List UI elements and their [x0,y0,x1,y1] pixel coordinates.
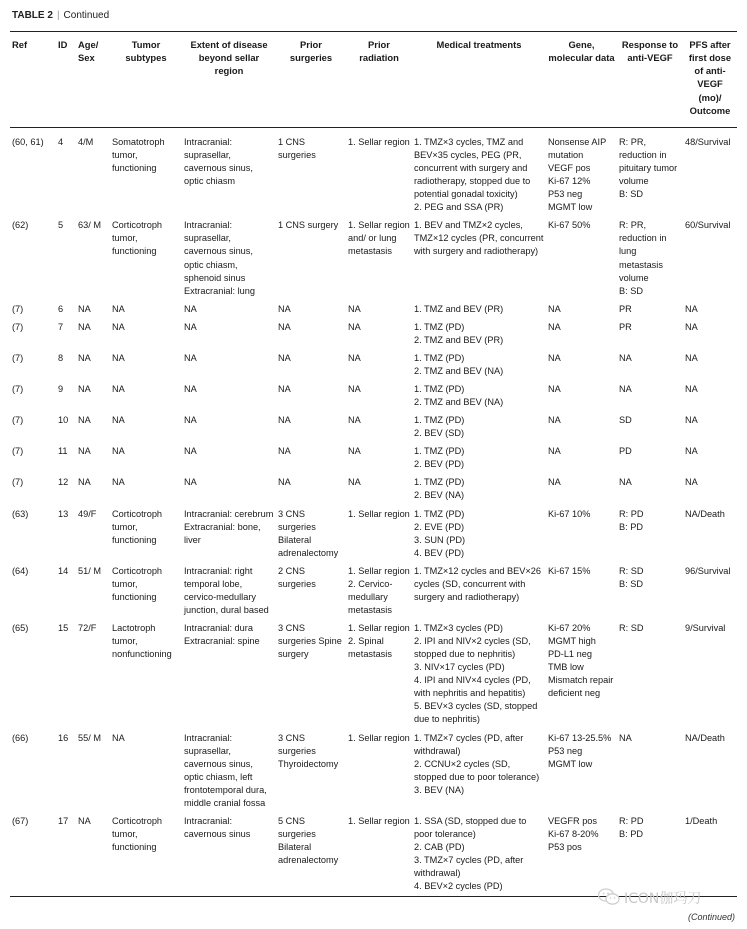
cell-tumor-subtype: NA [112,415,125,426]
cell-treatments [412,506,546,563]
cell-treatments [412,301,546,319]
cell-tumor-subtype: NA [112,352,125,363]
cell-tumor-subtype: NA [112,477,125,488]
cell-prior-surgeries: 1 CNS surgery [278,220,339,231]
cell-tumor-subtype: Somatotroph tumor, functioning [112,136,165,174]
cell-pfs-outcome: NA [685,415,698,426]
cell-tumor-subtype: NA [112,732,125,743]
cell-gene-data-line: NA [548,384,561,394]
cell-response [617,127,683,217]
cell-extent: Intracranial: cavernous sinus [184,815,251,839]
table-body [10,127,737,896]
cell-extent: NA [184,303,197,314]
cell-prior-radiation: 1. Sellar region 2. Cervico-medullary metastasis [348,565,410,615]
cell-prior-surgeries: NA [278,477,291,488]
cell-treatments-line: 1. TMZ×3 cycles, TMZ and BEV×35 cycles, PEG (PR, concurrent with surgery and radiotherapy, stopped due to potential gonadal toxicity) [414,136,531,200]
cell-pfs-outcome: NA/Death [685,508,725,519]
cell-age-sex: 51/ M [78,565,101,576]
cell-pfs-outcome: 1/Death [685,815,718,826]
cell-response-line: NA [619,732,632,743]
cell-treatments [412,217,546,300]
cell-gene-data [546,412,617,443]
cell-ref[interactable]: (7) [12,321,24,332]
cell-prior-surgeries: NA [278,415,291,426]
cell-treatments-line: 2. IPI and NIV×2 cycles (SD, stopped due to nephritis) [414,636,531,660]
cell-extent: Intracranial: dura Extracranial: spine [184,623,260,647]
cell-response-line: B: PD [619,521,643,532]
cell-gene-data-line: VEGFR pos [548,815,598,826]
cell-prior-radiation: 1. Sellar region [348,136,410,147]
cell-prior-radiation: NA [348,321,361,332]
cell-extent: NA [184,321,197,332]
cell-age-sex: 55/ M [78,732,101,743]
cell-treatments-line: 3. NIV×17 cycles (PD) [414,662,505,673]
cell-extent: NA [184,477,197,488]
cell-response [617,301,683,319]
cell-treatments-line: 1. TMZ (PD) [414,384,465,394]
cell-age-sex: NA [78,415,91,426]
cell-ref[interactable]: (7) [12,303,24,314]
cell-treatments [412,620,546,730]
cell-prior-surgeries: 2 CNS surgeries [278,565,316,589]
cell-gene-data-line: MGMT low [548,202,593,213]
cell-prior-radiation: 1. Sellar region [348,815,410,826]
cell-gene-data [546,443,617,474]
cell-tumor-subtype: Lactotroph tumor, nonfunctioning [112,623,172,660]
cell-ref[interactable]: (67) [12,815,29,826]
cell-treatments-line: 2. TMZ and BEV (NA) [414,397,504,408]
cell-age-sex: 49/F [78,508,97,519]
cell-prior-radiation: NA [348,477,361,488]
cell-gene-data-line: NA [548,303,561,314]
cell-prior-radiation: 1. Sellar region and/ or lung metastasis [348,220,410,257]
cell-treatments-line: 1. TMZ×3 cycles (PD) [414,623,503,633]
cell-treatments-line: 1. SSA (SD, stopped due to poor tolerance) [414,815,527,839]
cell-treatments-line: 2. EVE (PD) [414,521,465,532]
cell-id: 17 [58,815,69,826]
cell-prior-radiation: 1. Sellar region 2. Spinal metastasis [348,623,410,660]
cell-treatments-line: 1. TMZ (PD) [414,477,465,488]
cell-prior-surgeries: NA [278,352,291,363]
cell-prior-surgeries: 5 CNS surgeries Bilateral adrenalectomy [278,815,339,866]
cell-ref[interactable]: (64) [12,565,29,576]
cell-id: 14 [58,565,69,576]
cell-treatments-line: 2. PEG and SSA (PR) [414,202,504,213]
header-cell: Extent of disease beyond sellar region [190,39,268,77]
cell-treatments-line: 2. BEV (NA) [414,490,465,501]
cell-gene-data-line: NA [548,321,561,332]
header-cell: Age/ Sex [78,39,99,64]
cell-gene-data [546,813,617,897]
header-row [10,32,737,128]
cell-treatments [412,730,546,813]
cell-gene-data-line: NA [548,415,561,426]
header-cell: Gene, molecular data [548,39,615,64]
cell-treatments-line: 1. TMZ (PD) [414,446,465,457]
cell-age-sex: NA [78,384,91,394]
cell-pfs-outcome: NA [685,384,698,394]
cell-id: 6 [58,303,64,314]
cell-age-sex: NA [78,477,91,488]
cell-gene-data-line: P53 neg [548,189,583,200]
cell-gene-data [546,127,617,217]
header-cell: Medical treatments [436,39,522,50]
cell-ref[interactable]: (7) [12,352,24,363]
cell-treatments-line: 1. TMZ×12 cycles and BEV×26 cycles (SD, concurrent with surgery and radiotherapy) [414,565,541,602]
cell-id: 10 [58,415,69,426]
cell-response [617,319,683,350]
cell-id: 4 [58,136,64,147]
cell-extent: Intracranial: right temporal lobe, cervico-medullary junction, dural based [184,565,269,615]
cell-pfs-outcome: 9/Survival [685,623,726,633]
cell-tumor-subtype: NA [112,321,125,332]
header-cell: Prior radiation [359,39,399,64]
cell-pfs-outcome: 48/Survival [685,136,731,147]
cell-treatments [412,443,546,474]
table-row [10,443,737,474]
cell-prior-surgeries: NA [278,303,291,314]
table-caption [12,10,109,21]
cell-treatments-line: 2. BEV (PD) [414,459,465,470]
cell-extent: NA [184,384,197,394]
cell-treatments-line: 1. BEV and TMZ×2 cycles, TMZ×12 cycles (PR, concurrent with surgery and radiotherapy) [414,220,544,257]
cell-id: 13 [58,508,69,519]
cell-gene-data [546,506,617,563]
table-row [10,301,737,319]
cell-age-sex: NA [78,321,91,332]
cell-pfs-outcome: 96/Survival [685,565,731,576]
cell-treatments-line: 4. BEV×2 cycles (PD) [414,881,503,892]
wechat-icon [598,888,620,906]
cell-age-sex: NA [78,352,91,363]
cell-prior-surgeries: 3 CNS surgeries Bilateral adrenalectomy [278,508,339,558]
cell-response-line: R: PR, reduction in lung metastasis volume [619,220,667,283]
cell-gene-data [546,381,617,412]
cell-treatments-line: 3. BEV (NA) [414,784,465,795]
cell-pfs-outcome: NA [685,446,698,457]
header-cell: PFS after first dose of anti-VEGF (mo)/ Outcome [688,39,732,116]
cell-gene-data-line: MGMT low [548,758,593,769]
cell-treatments-line: 5. BEV×3 cycles (SD, stopped due to nephritis) [414,701,538,725]
cell-tumor-subtype: NA [112,303,125,314]
cell-prior-surgeries: NA [278,446,291,457]
cell-gene-data [546,217,617,300]
cell-response [617,350,683,381]
header-cell: Tumor subtypes [125,39,167,64]
cell-tumor-subtype: NA [112,446,125,457]
cell-gene-data [546,620,617,730]
cell-response-line: PD [619,446,632,457]
cell-prior-radiation: 1. Sellar region [348,508,410,519]
table-row [10,412,737,443]
cell-response [617,506,683,563]
table-row [10,813,737,897]
cell-gene-data-line: MGMT high [548,636,596,647]
table-row [10,620,737,730]
cell-gene-data-line: Nonsense AIP mutation [548,136,607,160]
cell-treatments-line: 3. SUN (PD) [414,534,466,545]
cell-treatments [412,350,546,381]
cell-response [617,620,683,730]
cell-response-line: B: SD [619,189,643,200]
cell-response [617,813,683,897]
cell-response-line: R: SD [619,623,644,633]
cell-prior-radiation: NA [348,384,361,394]
header-cell: ID [58,39,68,50]
cell-ref[interactable]: (65) [12,623,29,633]
cell-age-sex: NA [78,303,91,314]
cell-prior-surgeries: 1 CNS surgeries [278,136,316,160]
cell-extent: NA [184,352,197,363]
cell-gene-data-line: Ki-67 13-25.5% [548,732,612,743]
cell-gene-data [546,319,617,350]
cell-response-line: B: PD [619,828,643,839]
cell-ref[interactable]: (63) [12,508,29,519]
cell-pfs-outcome: NA [685,477,698,488]
cell-ref[interactable]: (66) [12,732,29,743]
cell-response [617,217,683,300]
table-row [10,474,737,505]
table-row [10,350,737,381]
cell-id: 11 [58,446,68,457]
cell-pfs-outcome: 60/Survival [685,220,731,231]
cell-treatments-line: 2. TMZ and BEV (PR) [414,334,504,345]
cell-response-line: B: SD [619,285,643,296]
cell-treatments-line: 3. TMZ×7 cycles (PD, after withdrawal) [414,855,524,879]
cell-response-line: R: PR, reduction in pituitary tumor volume [619,136,678,187]
cell-id: 7 [58,321,64,332]
cell-id: 9 [58,384,64,394]
cell-response-line: SD [619,415,632,426]
cell-id: 5 [58,220,64,231]
cell-gene-data-line: Ki-67 15% [548,565,591,576]
data-table [10,31,737,897]
cell-age-sex: 72/F [78,623,97,633]
cell-treatments-line: 4. IPI and NIV×4 cycles (PD, with nephritis and hepatitis) [414,675,531,699]
cell-treatments-line: 1. TMZ×7 cycles (PD, after withdrawal) [414,732,524,756]
cell-treatments-line: 2. CAB (PD) [414,842,465,852]
cell-tumor-subtype: Corticotroph tumor, functioning [112,508,163,545]
cell-extent: Intracranial: suprasellar, cavernous sinus, optic chiasm, left frontotemporal dura, middle cranial fossa [184,732,267,808]
table-row [10,563,737,620]
cell-treatments [412,813,546,897]
cell-gene-data-line: Ki-67 12% [548,176,591,187]
cell-treatments [412,474,546,505]
cell-ref[interactable]: (62) [12,220,29,231]
cell-id: 15 [58,623,69,633]
cell-prior-radiation: NA [348,303,361,314]
cell-tumor-subtype: Corticotroph tumor, functioning [112,565,163,602]
header-cell: Ref [12,39,28,50]
cell-ref[interactable]: (7) [12,415,24,426]
cell-treatments [412,319,546,350]
cell-treatments-line: 1. TMZ (PD) [414,508,465,519]
cell-gene-data [546,730,617,813]
cell-response [617,730,683,813]
watermark-text: ICON伽玛刀 [624,891,702,907]
cell-gene-data-line: NA [548,446,561,457]
cell-id: 16 [58,732,69,743]
cell-id: 8 [58,352,64,363]
cell-treatments-line: 1. TMZ (PD) [414,352,465,363]
table-row [10,127,737,217]
header-cell: Prior surgeries [289,39,333,64]
cell-gene-data-line: Ki-67 10% [548,508,591,519]
table-row [10,381,737,412]
cell-extent: Intracranial: suprasellar, cavernous sinus, optic chiasm, sphenoid sinus Extracranial: lung [184,220,255,296]
cell-gene-data-line: Ki-67 8-20% [548,828,599,839]
cell-treatments-line: 1. TMZ (PD) [414,321,465,332]
cell-pfs-outcome: NA [685,352,698,363]
cell-gene-data [546,563,617,620]
cell-extent: Intracranial: suprasellar, cavernous sinus, optic chiasm [184,136,253,187]
cell-extent: NA [184,446,197,457]
cell-ref[interactable]: (7) [12,446,24,457]
cell-age-sex: NA [78,815,91,826]
cell-prior-radiation: NA [348,446,361,457]
cell-response [617,563,683,620]
cell-response-line: NA [619,352,632,363]
cell-age-sex: 4/M [78,136,94,147]
cell-response [617,381,683,412]
cell-treatments-line: 1. TMZ and BEV (PR) [414,303,504,314]
cell-prior-radiation: 1. Sellar region [348,732,410,743]
cell-age-sex: NA [78,446,91,457]
cell-ref[interactable]: (7) [12,384,24,394]
cell-gene-data-line: Ki-67 20% [548,623,591,633]
cell-extent: NA [184,415,197,426]
cell-response-line: R: PD [619,508,644,519]
cell-treatments-line: 2. BEV (SD) [414,428,465,439]
cell-ref[interactable]: (7) [12,477,24,488]
cell-response-line: R: PD [619,815,644,826]
cell-ref[interactable]: (60, 61) [12,136,44,147]
cell-prior-surgeries: NA [278,321,291,332]
header-cell: Response to anti-VEGF [621,39,679,64]
cell-response [617,443,683,474]
cell-treatments-line: 1. TMZ (PD) [414,415,465,426]
cell-age-sex: 63/ M [78,220,101,231]
cell-extent: Intracranial: cerebrum Extracranial: bone, liver [184,508,274,545]
cell-prior-surgeries: 3 CNS surgeries Thyroidectomy [278,732,339,769]
cell-treatments-line: 4. BEV (PD) [414,547,465,558]
table-row [10,319,737,350]
cell-response-line: NA [619,477,632,488]
cell-response [617,412,683,443]
cell-treatments [412,127,546,217]
cell-treatments-line: 2. CCNU×2 cycles (SD, stopped due to poor tolerance) [414,758,540,782]
cell-gene-data-line: P53 pos [548,842,582,852]
cell-gene-data-line: NA [548,477,561,488]
cell-id: 12 [58,477,69,488]
cell-gene-data-line: PD-L1 neg [548,649,592,660]
table-row [10,730,737,813]
caption-separator: | [56,10,60,21]
cell-gene-data [546,301,617,319]
cell-prior-radiation: NA [348,415,361,426]
cell-response-line: PR [619,321,632,332]
cell-gene-data-line: TMB low [548,662,584,673]
cell-gene-data [546,474,617,505]
cell-prior-surgeries: NA [278,384,291,394]
cell-treatments [412,381,546,412]
table-row [10,217,737,300]
cell-tumor-subtype: Corticotroph tumor, functioning [112,220,163,257]
cell-prior-radiation: NA [348,352,361,363]
table-label: TABLE 2 [12,10,53,21]
cell-prior-surgeries: 3 CNS surgeries Spine surgery [278,623,342,660]
cell-treatments-line: 2. TMZ and BEV (NA) [414,365,504,376]
cell-gene-data-line: P53 neg [548,745,583,756]
cell-response-line: NA [619,384,632,394]
cell-gene-data-line: Ki-67 50% [548,220,591,231]
cell-pfs-outcome: NA/Death [685,732,725,743]
cell-gene-data-line: NA [548,352,561,363]
cell-tumor-subtype: NA [112,384,125,394]
table-row [10,506,737,563]
cell-gene-data-line: Mismatch repair deficient neg [548,675,614,699]
continued-note: (Continued) [687,912,735,922]
cell-response-line: PR [619,303,632,314]
cell-pfs-outcome: NA [685,321,698,332]
caption-continued: Continued [63,10,110,21]
cell-treatments [412,412,546,443]
cell-response [617,474,683,505]
cell-gene-data [546,350,617,381]
cell-treatments [412,563,546,620]
cell-response-line: R: SD [619,565,644,576]
cell-tumor-subtype: Corticotroph tumor, functioning [112,815,163,852]
cell-pfs-outcome: NA [685,303,698,314]
cell-response-line: B: SD [619,578,643,589]
cell-gene-data-line: VEGF pos [548,163,591,174]
